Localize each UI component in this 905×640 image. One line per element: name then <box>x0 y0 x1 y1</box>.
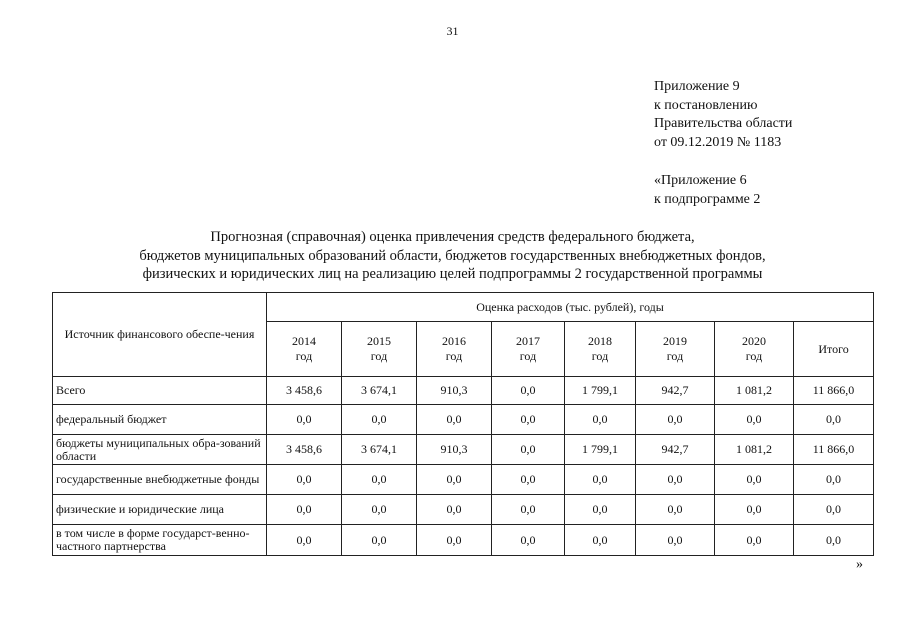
table-cell: 910,3 <box>417 435 492 465</box>
sub-appendix-line: к подпрограмме 2 <box>654 191 761 207</box>
year-header <box>715 322 794 377</box>
table-cell: 0,0 <box>417 465 492 495</box>
table-cell-total: 11 866,0 <box>794 435 874 465</box>
year-unit: год <box>445 349 463 363</box>
table-cell: 1 799,1 <box>565 377 636 405</box>
title-line: Прогнозная (справочная) оценка привлечения средств федерального бюджета, <box>210 229 695 245</box>
year-unit: год <box>295 349 313 363</box>
table-cell: 0,0 <box>417 495 492 525</box>
table-cell: 0,0 <box>492 377 565 405</box>
year-value: 2020 <box>742 334 766 348</box>
table-cell: 0,0 <box>636 495 715 525</box>
appendix-line: Правительства области <box>654 116 793 131</box>
table-cell: 0,0 <box>267 465 342 495</box>
row-label: физические и юридические лица <box>53 495 267 525</box>
table-cell: 0,0 <box>565 495 636 525</box>
table-cell-total: 0,0 <box>794 405 874 435</box>
year-unit: год <box>519 349 537 363</box>
table-cell: 0,0 <box>565 525 636 556</box>
table-cell: 0,0 <box>715 465 794 495</box>
table-cell: 0,0 <box>342 525 417 556</box>
sub-appendix-line: «Приложение 6 <box>654 173 747 188</box>
table-cell: 1 081,2 <box>715 377 794 405</box>
row-label: бюджеты муниципальных обра-зований области <box>53 435 267 465</box>
table-cell: 0,0 <box>715 495 794 525</box>
table-cell: 3 674,1 <box>342 435 417 465</box>
table-cell-total: 0,0 <box>794 495 874 525</box>
table-cell: 0,0 <box>492 465 565 495</box>
appendix-line: к постановлению <box>654 97 758 113</box>
table-row <box>53 405 874 435</box>
table-cell: 0,0 <box>492 525 565 556</box>
closing-quote-mark: » <box>856 557 863 572</box>
table-cell: 0,0 <box>636 465 715 495</box>
year-header <box>342 322 417 377</box>
table-cell: 0,0 <box>267 525 342 556</box>
year-value: 2017 <box>516 334 540 348</box>
table-cell: 0,0 <box>267 405 342 435</box>
row-label: государственные внебюджетные фонды <box>53 465 267 495</box>
year-header <box>565 322 636 377</box>
table-cell-total: 11 866,0 <box>794 377 874 405</box>
year-header <box>267 322 342 377</box>
table-cell: 3 458,6 <box>267 377 342 405</box>
table-cell: 0,0 <box>417 405 492 435</box>
table-cell: 0,0 <box>342 405 417 435</box>
table-row <box>53 465 874 495</box>
table-cell: 0,0 <box>342 495 417 525</box>
table-cell: 0,0 <box>565 405 636 435</box>
table-cell: 0,0 <box>342 465 417 495</box>
total-header: Итого <box>794 322 874 377</box>
table-cell: 1 799,1 <box>565 435 636 465</box>
page-number: 31 <box>446 24 459 38</box>
row-label: в том числе в форме государст-венно-частного партнерства <box>53 525 267 556</box>
table-cell: 942,7 <box>636 377 715 405</box>
source-column-header: Источник финансового обеспе-чения <box>53 293 267 377</box>
table-cell: 0,0 <box>492 495 565 525</box>
table-row <box>53 377 874 405</box>
table-cell-total: 0,0 <box>794 525 874 556</box>
financing-table <box>52 292 874 556</box>
year-unit: год <box>666 349 684 363</box>
cost-estimate-group-header: Оценка расходов (тыс. рублей), годы <box>267 293 874 322</box>
table-cell: 3 458,6 <box>267 435 342 465</box>
year-header <box>492 322 565 377</box>
year-value: 2016 <box>442 334 466 348</box>
appendix-block <box>654 78 792 209</box>
table-row <box>53 525 874 556</box>
table-cell: 0,0 <box>417 525 492 556</box>
row-label: Всего <box>53 377 267 405</box>
year-value: 2014 <box>292 334 316 348</box>
table-cell: 1 081,2 <box>715 435 794 465</box>
table-row <box>53 435 874 465</box>
row-label: федеральный бюджет <box>53 405 267 435</box>
table-cell: 0,0 <box>636 405 715 435</box>
table-cell: 3 674,1 <box>342 377 417 405</box>
table-header-row <box>53 293 874 322</box>
table-cell: 910,3 <box>417 377 492 405</box>
title-line: физических и юридических лиц на реализацию целей подпрограммы 2 государственной программы <box>142 266 763 282</box>
table-cell: 0,0 <box>715 525 794 556</box>
table-cell: 0,0 <box>636 525 715 556</box>
year-value: 2015 <box>367 334 391 348</box>
table-cell: 0,0 <box>715 405 794 435</box>
document-title <box>0 228 905 284</box>
table-cell: 942,7 <box>636 435 715 465</box>
year-header <box>636 322 715 377</box>
year-unit: год <box>745 349 763 363</box>
title-line: бюджетов муниципальных образований области, бюджетов государственных внебюджетных фондов, <box>139 247 766 264</box>
table-row <box>53 495 874 525</box>
appendix-line: Приложение 9 <box>654 79 740 94</box>
year-header <box>417 322 492 377</box>
year-unit: год <box>591 349 609 363</box>
year-unit: год <box>370 349 388 363</box>
table-cell: 0,0 <box>565 465 636 495</box>
appendix-line: от 09.12.2019 № 1183 <box>654 134 782 150</box>
table-cell: 0,0 <box>492 405 565 435</box>
table-cell-total: 0,0 <box>794 465 874 495</box>
year-value: 2019 <box>663 334 687 348</box>
year-value: 2018 <box>588 334 612 348</box>
table-cell: 0,0 <box>492 435 565 465</box>
appendix-spacer <box>654 152 792 172</box>
table-cell: 0,0 <box>267 495 342 525</box>
